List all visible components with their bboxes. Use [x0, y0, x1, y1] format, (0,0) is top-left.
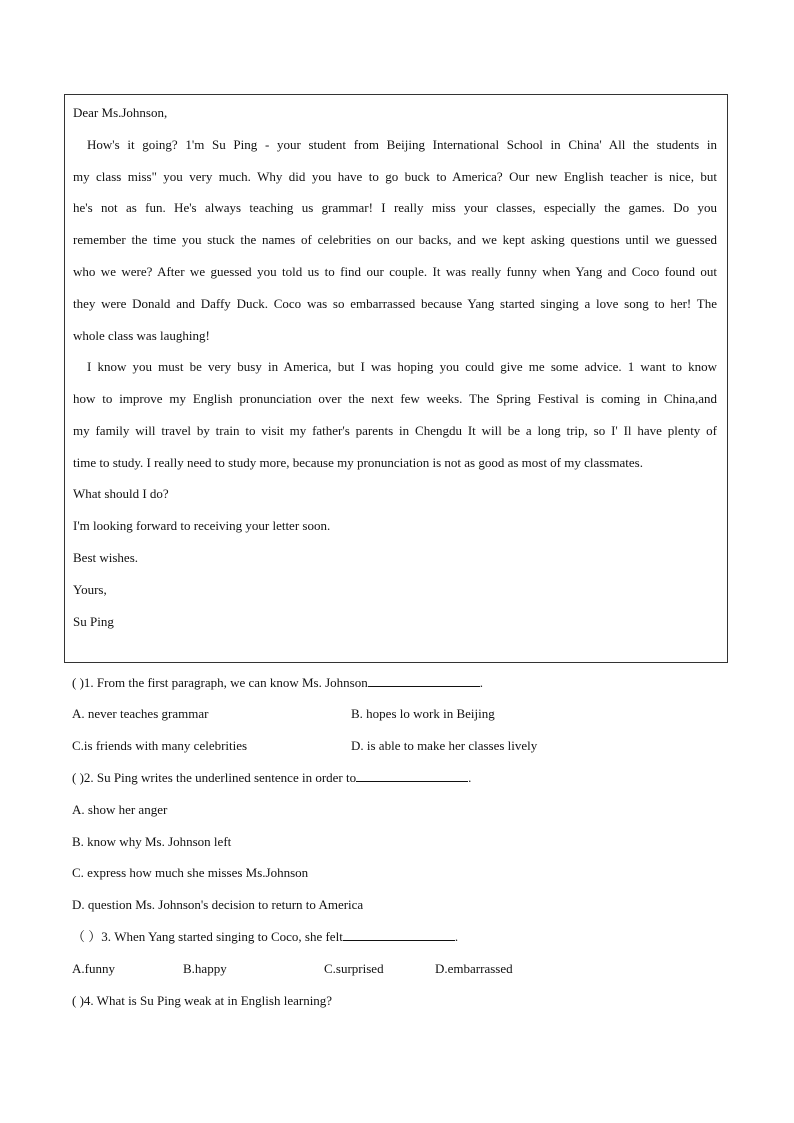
letter-signature: Su Ping	[73, 614, 114, 629]
letter-line: remember the time you stuck the names of celebrities on our backs, and we kept asking questions until we guessed	[73, 232, 717, 247]
q3-option-a[interactable]: A.funny	[72, 961, 115, 976]
letter-line: whole class was laughing!	[73, 328, 210, 343]
q3-option-c[interactable]: C.surprised	[324, 961, 384, 976]
letter-closing: Yours,	[73, 582, 107, 597]
question-4	[72, 992, 332, 1010]
q2-option-c[interactable]: C. express how much she misses Ms.Johnson	[72, 865, 309, 880]
answer-blank[interactable]	[356, 769, 468, 782]
letter-line: What should I do?	[73, 486, 169, 501]
question-2: ( )2. Su Ping writes the underlined sentence in order to .	[72, 770, 472, 785]
question-2-stem: ( )2. Su Ping writes the underlined sentence in order to	[72, 770, 357, 785]
letter-salutation: Dear Ms.Johnson,	[73, 105, 168, 120]
letter-line: he's not as fun. He's always teaching us grammar! I really miss your classes, especially the games. Do you	[73, 200, 717, 215]
question-1: ( )1. From the first paragraph, we can know Ms. Johnson .	[72, 675, 483, 690]
q1-option-a[interactable]: A. never teaches grammar	[72, 706, 209, 721]
letter-line: how to improve my English pronunciation over the next few weeks. The Spring Festival is coming in China,and	[73, 391, 717, 406]
answer-blank[interactable]	[343, 928, 455, 941]
q1-option-b[interactable]: B. hopes lo work in Beijing	[351, 706, 495, 721]
question-4-stem: ( )4. What is Su Ping weak at in English learning?	[72, 993, 333, 1008]
letter-line: time to study. I really need to study more, because my pronunciation is not as good as most of my classmates.	[73, 455, 643, 470]
answer-blank[interactable]	[368, 674, 480, 687]
question-1-stem: ( )1. From the first paragraph, we can know Ms. Johnson	[72, 675, 368, 690]
letter-closing: Best wishes.	[73, 550, 138, 565]
letter-box	[64, 94, 728, 663]
letter-line: my family will travel by train to visit my father's parents in Chengdu It will be a long trip, so I' Il have plenty of	[73, 423, 717, 438]
question-3: （ ）3. When Yang started singing to Coco, she felt .	[72, 929, 459, 944]
q2-option-a[interactable]: A. show her anger	[72, 802, 168, 817]
letter-line: who we were? After we guessed you told us to find our couple. It was really funny when Yang and Coco found out	[73, 264, 717, 279]
letter-line: I'm looking forward to receiving your letter soon.	[73, 518, 331, 533]
q1-option-c[interactable]: C.is friends with many celebrities	[72, 738, 248, 753]
letter-line: my class miss" you very much. Why did you have to go buck to America? Our new English teacher is nice, but	[73, 169, 717, 184]
question-3-stem: （ ）3. When Yang started singing to Coco, she felt	[72, 929, 343, 944]
q2-option-b[interactable]: B. know why Ms. Johnson left	[72, 834, 232, 849]
letter-line: I know you must be very busy in America, but I was hoping you could give me some advice. 1 want to know	[87, 359, 717, 374]
q2-option-d[interactable]: D. question Ms. Johnson's decision to return to America	[72, 897, 364, 912]
q3-option-b[interactable]: B.happy	[183, 961, 227, 976]
q1-option-d[interactable]: D. is able to make her classes lively	[351, 738, 538, 753]
q3-option-d[interactable]: D.embarrassed	[435, 961, 513, 976]
letter-line: How's it going? 1'm Su Ping - your student from Beijing International School in China' All the students in	[87, 137, 717, 152]
letter-line: they were Donald and Daffy Duck. Coco was so embarrassed because Yang started singing a love song to her! The	[73, 296, 717, 311]
